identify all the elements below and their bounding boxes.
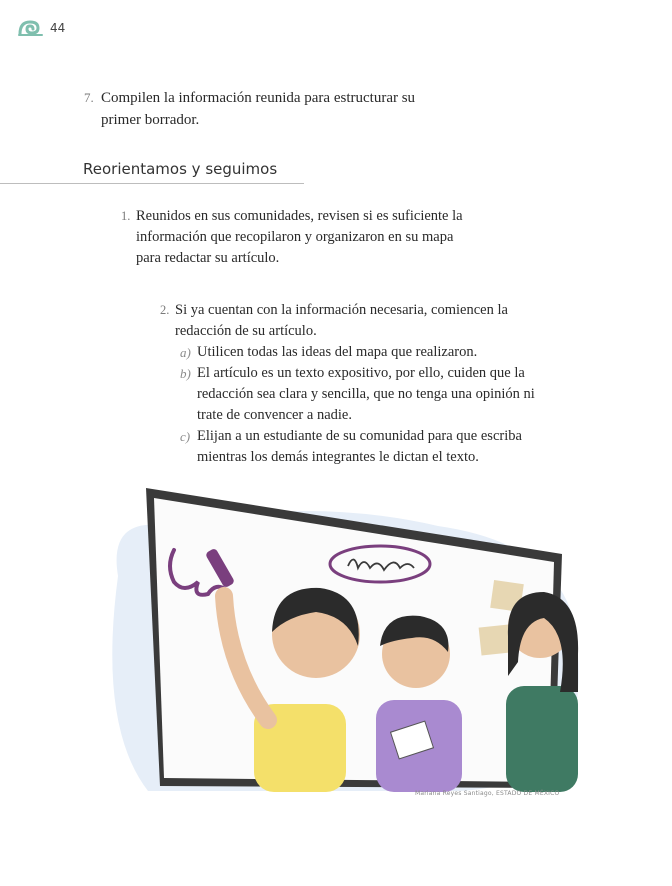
- page-header: [18, 20, 65, 36]
- step-text: Compilen la información reunida para estructurar su primer borrador.: [101, 90, 416, 128]
- sublist-item-a: [180, 342, 545, 363]
- section-divider: [0, 183, 304, 184]
- sublist-text: Utilicen todas las ideas del mapa que realizaron.: [197, 344, 478, 360]
- sublist-letter: b): [180, 366, 191, 381]
- sublist-item-b: [180, 363, 545, 426]
- list-number: 1.: [121, 209, 131, 223]
- sticky-note: [479, 625, 512, 656]
- step-number: 7.: [84, 90, 94, 105]
- student-green-shirt: [506, 686, 578, 792]
- list-text: Reunidos en sus comunidades, revisen si es suficiente la información que recopilaron y organizaron en su mapa para redactar su artículo.: [136, 208, 463, 266]
- illustration-credit: Mariana Reyes Santiago, ESTADO DE MÉXICO: [415, 790, 560, 797]
- list-number: 2.: [160, 303, 170, 317]
- step-item-7: [84, 87, 444, 131]
- sublist-letter: a): [180, 345, 191, 360]
- sublist: [160, 342, 545, 468]
- page-number: 44: [50, 21, 66, 35]
- students-writing-on-whiteboard-illustration: [108, 486, 590, 796]
- spiral-snail-icon: [18, 20, 44, 36]
- sublist-text: El artículo es un texto expositivo, por ello, cuiden que la redacción sea clara y sencilla, que no tenga una opinión ni trate de convencer a nadie.: [197, 365, 535, 423]
- list-item-2: [160, 300, 545, 468]
- list-text: Si ya cuentan con la información necesaria, comiencen la redacción de su artículo.: [175, 302, 508, 339]
- sublist-item-c: [180, 426, 545, 468]
- section-title: Reorientamos y seguimos: [83, 160, 278, 178]
- sublist-letter: c): [180, 429, 191, 444]
- list-item-1: [121, 206, 471, 269]
- sublist-text: Elijan a un estudiante de su comunidad para que escriba mientras los demás integrantes le dictan el texto.: [197, 428, 522, 465]
